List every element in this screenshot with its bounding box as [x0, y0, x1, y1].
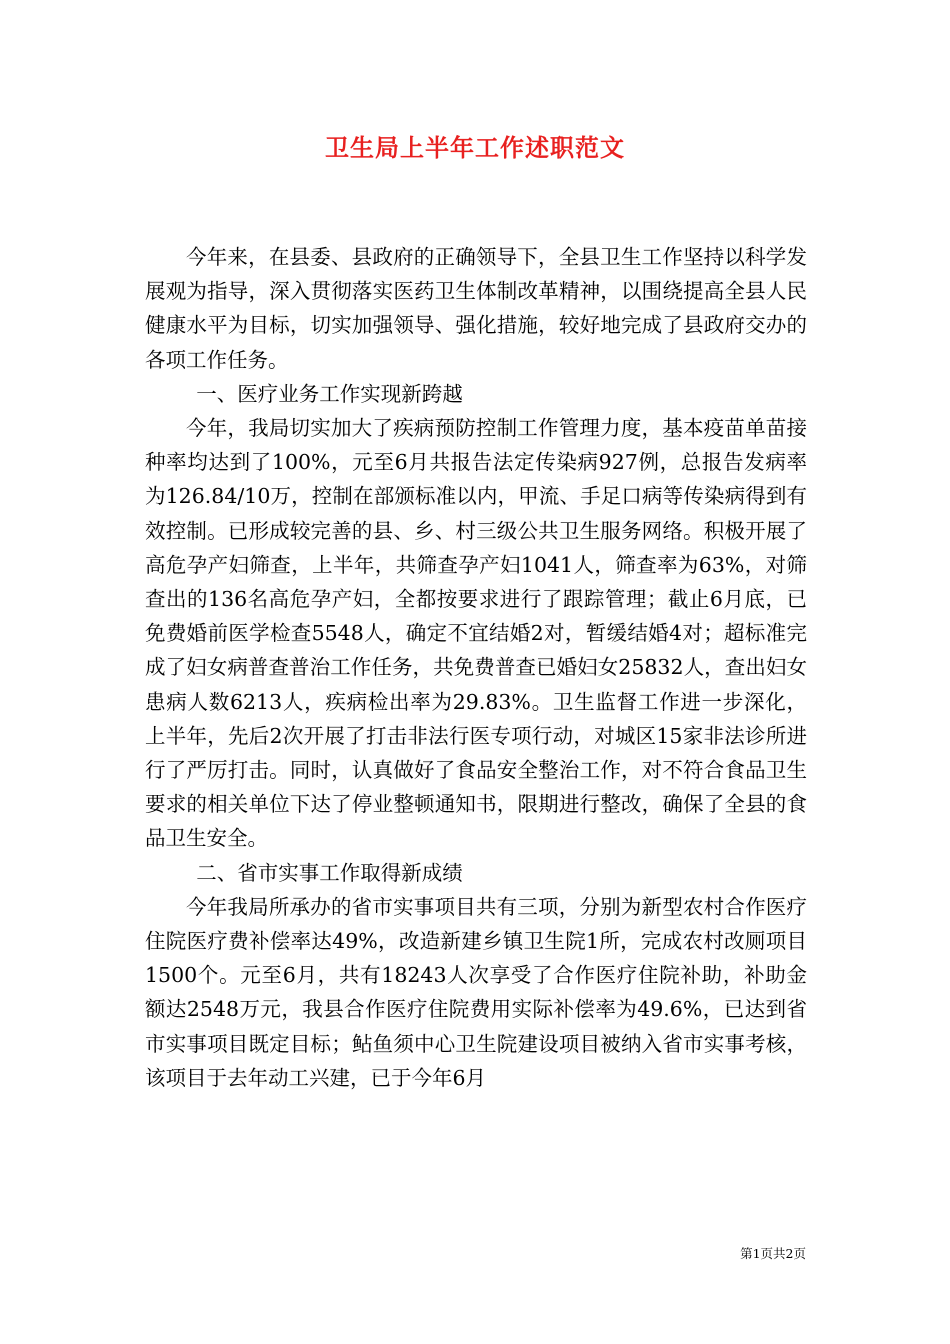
section-heading-2: 二、省市实事工作取得新成绩 [196, 860, 463, 885]
page-number-footer: 第1页共2页 [740, 1246, 806, 1261]
section-1-paragraph: 今年，我局切实加大了疾病预防控制工作管理力度，基本疫苗单苗接种率均达到了100%，元至6月共报告法定传染病927例，总报告发病率为126.84/10万，控制在部颁标准以内，甲流、手足口病等传染病得到有效控制。已形成较完善的县、乡、村三级公共卫生服务网络。积极开展了高危孕产妇筛查，上半年，共筛查孕产妇1041人，筛查率为63%，对筛查出的136名高危孕产妇，全都按要求进行了跟踪管理；截止6月底，已免费婚前医学检查5548人，确定不宜结婚2对，暂缓结婚4对；超标准完成了妇女病普查普治工作任务，共免费普查已婚妇女25832人，查出妇女患病人数6213人，疾病检出率为29.83%。卫生监督工作进一步深化，上半年，先后2次开展了打击非法行医专项行动，对城区15家非法诊所进行了严厉打击。同时，认真做好了食品安全整治工作，对不符合食品卫生要求的相关单位下达了停业整顿通知书，限期进行整改，确保了全县的食品卫生安全。 [145, 416, 807, 851]
document-body [145, 240, 807, 1095]
section-heading-1: 一、医疗业务工作实现新跨越 [196, 381, 463, 406]
intro-paragraph: 今年来，在县委、县政府的正确领导下，全县卫生工作坚持以科学发展观为指导，深入贯彻落实医药卫生体制改革精神，以围绕提高全县人民健康水平为目标，切实加强领导、强化措施，较好地完成了县政府交办的各项工作任务。 [145, 245, 807, 372]
section-2-paragraph: 今年我局所承办的省市实事项目共有三项，分别为新型农村合作医疗住院医疗费补偿率达49%，改造新建乡镇卫生院1所，完成农村改厕项目1500个。元至6月，共有18243人次享受了合作医疗住院补助，补助金额达2548万元，我县合作医疗住院费用实际补偿率为49.6%，已达到省市实事项目既定目标；鲇鱼须中心卫生院建设项目被纳入省市实事考核，该项目于去年动工兴建，已于今年6月 [145, 894, 807, 1090]
document-title: 卫生局上半年工作述职范文 [325, 133, 625, 162]
